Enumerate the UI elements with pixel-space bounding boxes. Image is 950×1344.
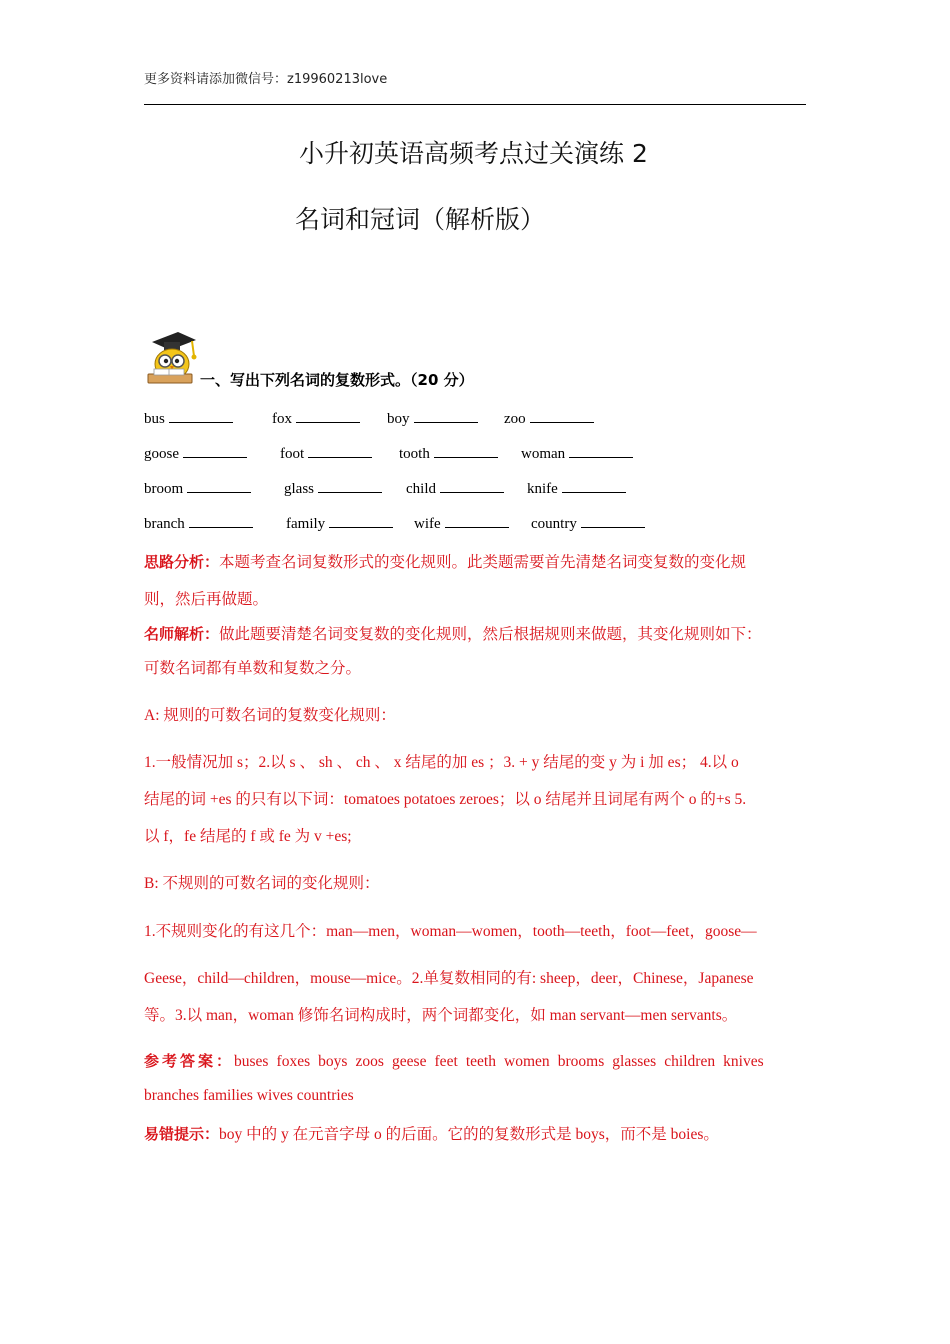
word-label: wife (414, 516, 441, 532)
word-item (272, 411, 360, 428)
word-item (399, 446, 498, 463)
answer-blank[interactable] (296, 421, 360, 423)
rule-a-heading: A: 规则的可数名词的复数变化规则： (144, 707, 396, 724)
word-label: zoo (504, 411, 526, 427)
answer-blank[interactable] (308, 456, 372, 458)
word-item (504, 411, 594, 428)
word-label: tooth (399, 446, 430, 462)
answer-blank[interactable] (189, 526, 253, 528)
word-item (284, 481, 382, 498)
word-label: goose (144, 446, 179, 462)
word-label: boy (387, 411, 410, 427)
answer-blank[interactable] (581, 526, 645, 528)
answer-blank[interactable] (169, 421, 233, 423)
answer-blank[interactable] (569, 456, 633, 458)
word-item (144, 481, 251, 498)
teacher-note-line: 可数名词都有单数和复数之分。 (144, 660, 362, 677)
teacher-note-line (144, 622, 762, 644)
page-title: 小升初英语高频考点过关演练 2 (299, 139, 648, 168)
word-item (280, 446, 372, 463)
analysis-line (144, 550, 746, 572)
rule-a-line: 结尾的词 +es 的只有以下词：tomatoes potatoes zeroes；以 o 结尾并且词尾有两个 o 的+s 5. (144, 791, 747, 808)
answer-blank[interactable] (183, 456, 247, 458)
word-item (144, 516, 253, 533)
rule-a-line: 以 f，fe 结尾的 f 或 fe 为 v +es; (144, 828, 352, 845)
word-label: branch (144, 516, 185, 532)
analysis-line: 则，然后再做题。 (144, 591, 269, 608)
page-subtitle: 名词和冠词（解析版） (295, 205, 546, 234)
word-item (406, 481, 504, 498)
analysis-label: 思路分析： (144, 553, 220, 571)
rule-a-line: 1.一般情况加 s；2.以 s 、 sh 、 ch 、 x 结尾的加 es ；3. + y 结尾的变 y 为 i 加 es； 4.以 o (144, 754, 739, 771)
answer-text: buses foxes boys zoos geese feet teeth women brooms glasses children knives (234, 1053, 764, 1070)
answer-blank[interactable] (414, 421, 478, 423)
answer-blank[interactable] (562, 491, 626, 493)
answer-blank[interactable] (329, 526, 393, 528)
rule-b-heading: B: 不规则的可数名词的变化规则： (144, 875, 380, 892)
answer-blank[interactable] (318, 491, 382, 493)
tip-label: 易错提示： (144, 1125, 220, 1143)
answer-blank[interactable] (187, 491, 251, 493)
answer-blank[interactable] (434, 456, 498, 458)
tip-text: boy 中的 y 在元音字母 o 的后面。它的的复数形式是 boys，而不是 boies。 (219, 1126, 719, 1143)
word-label: broom (144, 481, 184, 497)
word-label: fox (272, 411, 292, 427)
teacher-note-text: 做此题要清楚名词变复数的变化规则，然后根据规则来做题，其变化规则如下： (219, 626, 762, 643)
word-item (414, 516, 509, 533)
answer-blank[interactable] (530, 421, 594, 423)
word-item (144, 411, 233, 428)
graduate-owl-icon (142, 328, 198, 386)
word-item (387, 411, 478, 428)
analysis-text: 本题考查名词复数形式的变化规则。此类题需要首先清楚名词变复数的变化规 (219, 554, 747, 571)
word-label: glass (284, 481, 314, 497)
header-wechat-note: 更多资料请添加微信号：z19960213love (144, 72, 388, 87)
word-item (531, 516, 645, 533)
answer-line: branches families wives countries (144, 1087, 354, 1104)
word-item (286, 516, 393, 533)
word-label: country (531, 516, 577, 532)
rule-b-line: 1.不规则变化的有这几个：man—men，woman—women，tooth—teeth，foot—feet，goose— (144, 923, 757, 940)
header-divider (144, 104, 806, 105)
word-label: family (286, 516, 326, 532)
rule-b-line: 等。3.以 man，woman 修饰名词构成时，两个词都变化，如 man servant—men servants。 (144, 1007, 738, 1024)
answer-line (144, 1050, 764, 1071)
word-label: knife (527, 481, 558, 497)
word-label: child (406, 481, 436, 497)
word-label: woman (521, 446, 566, 462)
section-heading: 一、写出下列名词的复数形式。（20 分） (200, 371, 474, 389)
word-label: bus (144, 411, 165, 427)
word-item (144, 446, 247, 463)
word-label: foot (280, 446, 305, 462)
rule-b-line: Geese，child—children，mouse—mice。2.单复数相同的有: sheep，deer，Chinese，Japanese (144, 970, 754, 987)
answer-blank[interactable] (445, 526, 509, 528)
answer-blank[interactable] (440, 491, 504, 493)
teacher-note-label: 名师解析： (144, 625, 220, 643)
word-item (527, 481, 626, 498)
answer-label: 参考答案： (144, 1052, 235, 1070)
word-item (521, 446, 633, 463)
tip-line (144, 1122, 719, 1144)
